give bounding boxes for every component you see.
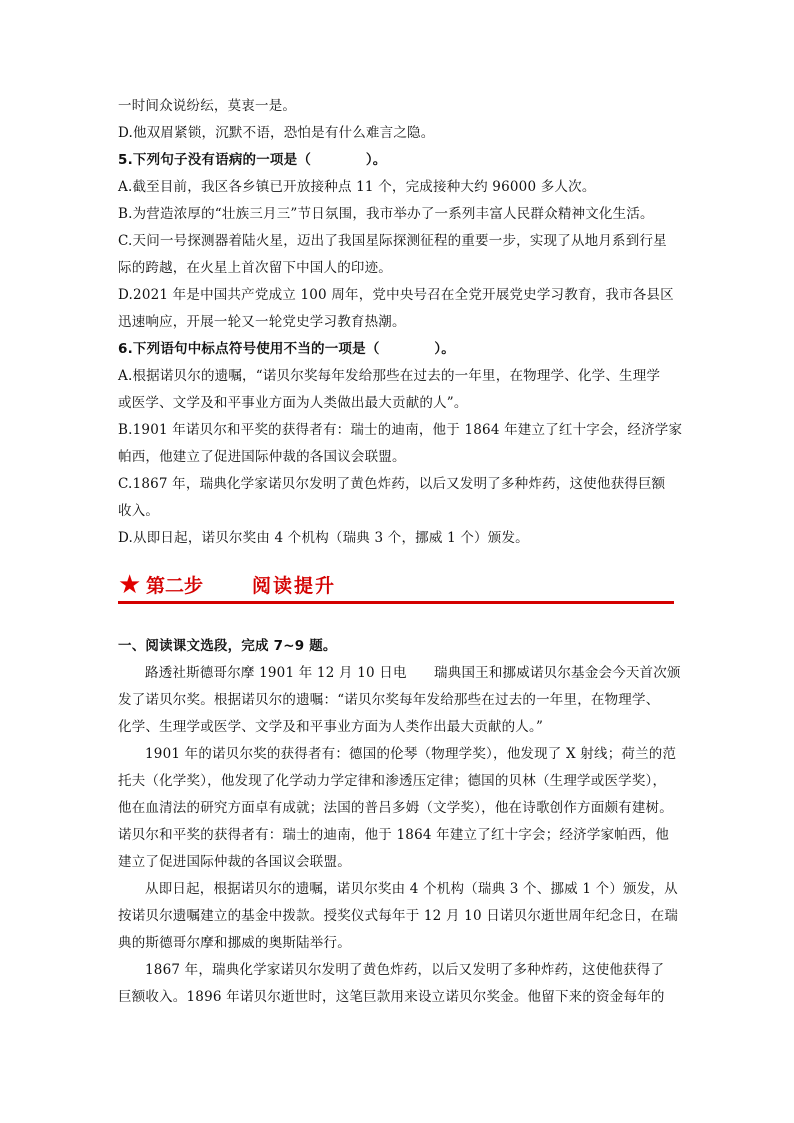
section-divider — [118, 601, 674, 604]
option-d-line: D.他双眉紧锁，沉默不语，恐怕是有什么难言之隐。 — [118, 125, 435, 141]
q5-option-b: B.为营造浓厚的“壮族三月三”节日氛围，我市举办了一系列丰富人民群众精神文化生活。 — [118, 206, 654, 222]
passage-line: 建立了促进国际仲裁的各国议会联盟。 — [118, 854, 351, 870]
q6-option-a: A.根据诺贝尔的遗嘱，“诺贝尔奖每年发给那些在过去的一年里，在物理学、化学、生理学 — [118, 368, 661, 384]
passage-line: 典的斯德哥尔摩和挪威的奥斯陆举行。 — [118, 935, 351, 951]
passage-line: 1901 年的诺贝尔奖的获得者有：德国的伦琴（物理学奖），他发现了 X 射线；荷兰的范 — [145, 746, 677, 762]
passage-line: 他在血清法的研究方面卓有成就；法国的普吕多姆（文学奖），他在诗歌创作方面颇有建树。 — [118, 800, 673, 816]
q6-option-a-cont: 或医学、文学及和平事业方面为人类做出最大贡献的人”。 — [118, 395, 468, 411]
q5-option-a: A.截至目前，我区各乡镇已开放接种点 11 个，完成接种大约 96000 多人次。 — [118, 179, 596, 195]
passage-line: 1867 年，瑞典化学家诺贝尔发明了黄色炸药，以后又发明了多种炸药，这使他获得了 — [145, 962, 665, 978]
q5-option-d-cont: 迅速响应，开展一轮又一轮党史学习教育热潮。 — [118, 314, 406, 330]
passage-line: 化学、生理学或医学、文学及和平事业方面为人类作出最大贡献的人。” — [118, 719, 544, 735]
section-heading — [118, 568, 674, 608]
question-5-title: 5.下列句子没有语病的一项是（ ）。 — [118, 152, 387, 168]
question-6-title: 6.下列语句中标点符号使用不当的一项是（ ）。 — [118, 341, 455, 357]
q6-option-d: D.从即日起，诺贝尔奖由 4 个机构（瑞典 3 个，挪威 1 个）颁发。 — [118, 530, 529, 546]
passage-line: 路透社斯德哥尔摩 1901 年 12 月 10 日电 瑞典国王和挪威诺贝尔基金会今天首次颁 — [145, 665, 681, 681]
q6-option-c-cont: 收入。 — [118, 503, 160, 519]
q5-option-d: D.2021 年是中国共产党成立 100 周年，党中央号召在全党开展党史学习教育，我市各县区 — [118, 287, 674, 303]
text-line: 一时间众说纷纭，莫衷一是。 — [118, 98, 297, 114]
section-step-label: 第二步 — [146, 575, 204, 597]
star-icon: ★ — [118, 570, 142, 600]
reading-title: 一、阅读课文选段，完成 7~9 题。 — [118, 638, 337, 654]
q6-option-b: B.1901 年诺贝尔和平奖的获得者有：瑞士的迪南，他于 1864 年建立了红十字会，经济学家 — [118, 422, 683, 438]
q5-option-c: C.天问一号探测器着陆火星，迈出了我国星际探测征程的重要一步，实现了从地月系到行星 — [118, 233, 667, 249]
q6-option-c: C.1867 年，瑞典化学家诺贝尔发明了黄色炸药，以后又发明了多种炸药，这使他获得巨额 — [118, 476, 666, 492]
passage-line: 按诺贝尔遗嘱建立的基金中拨款。授奖仪式每年于 12 月 10 日诺贝尔逝世周年纪念日，在瑞 — [118, 908, 679, 924]
passage-line: 发了诺贝尔奖。根据诺贝尔的遗嘱：“诺贝尔奖每年发给那些在过去的一年里，在物理学、 — [118, 692, 660, 708]
passage-line: 从即日起，根据诺贝尔的遗嘱，诺贝尔奖由 4 个机构（瑞典 3 个、挪威 1 个）颁发，从 — [145, 881, 678, 897]
passage-line: 巨额收入。1896 年诺贝尔逝世时，这笔巨款用来设立诺贝尔奖金。他留下来的资金每年的 — [118, 989, 665, 1005]
q6-option-b-cont: 帕西，他建立了促进国际仲裁的各国议会联盟。 — [118, 449, 406, 465]
passage-line: 诺贝尔和平奖的获得者有：瑞士的迪南，他于 1864 年建立了红十字会；经济学家帕西，他 — [118, 827, 670, 843]
q5-option-c-cont: 际的跨越，在火星上首次留下中国人的印迹。 — [118, 260, 392, 276]
passage-line: 托夫（化学奖），他发现了化学动力学定律和渗透压定律；德国的贝林（生理学或医学奖）， — [118, 773, 667, 789]
section-title: 阅读提升 — [252, 575, 337, 597]
